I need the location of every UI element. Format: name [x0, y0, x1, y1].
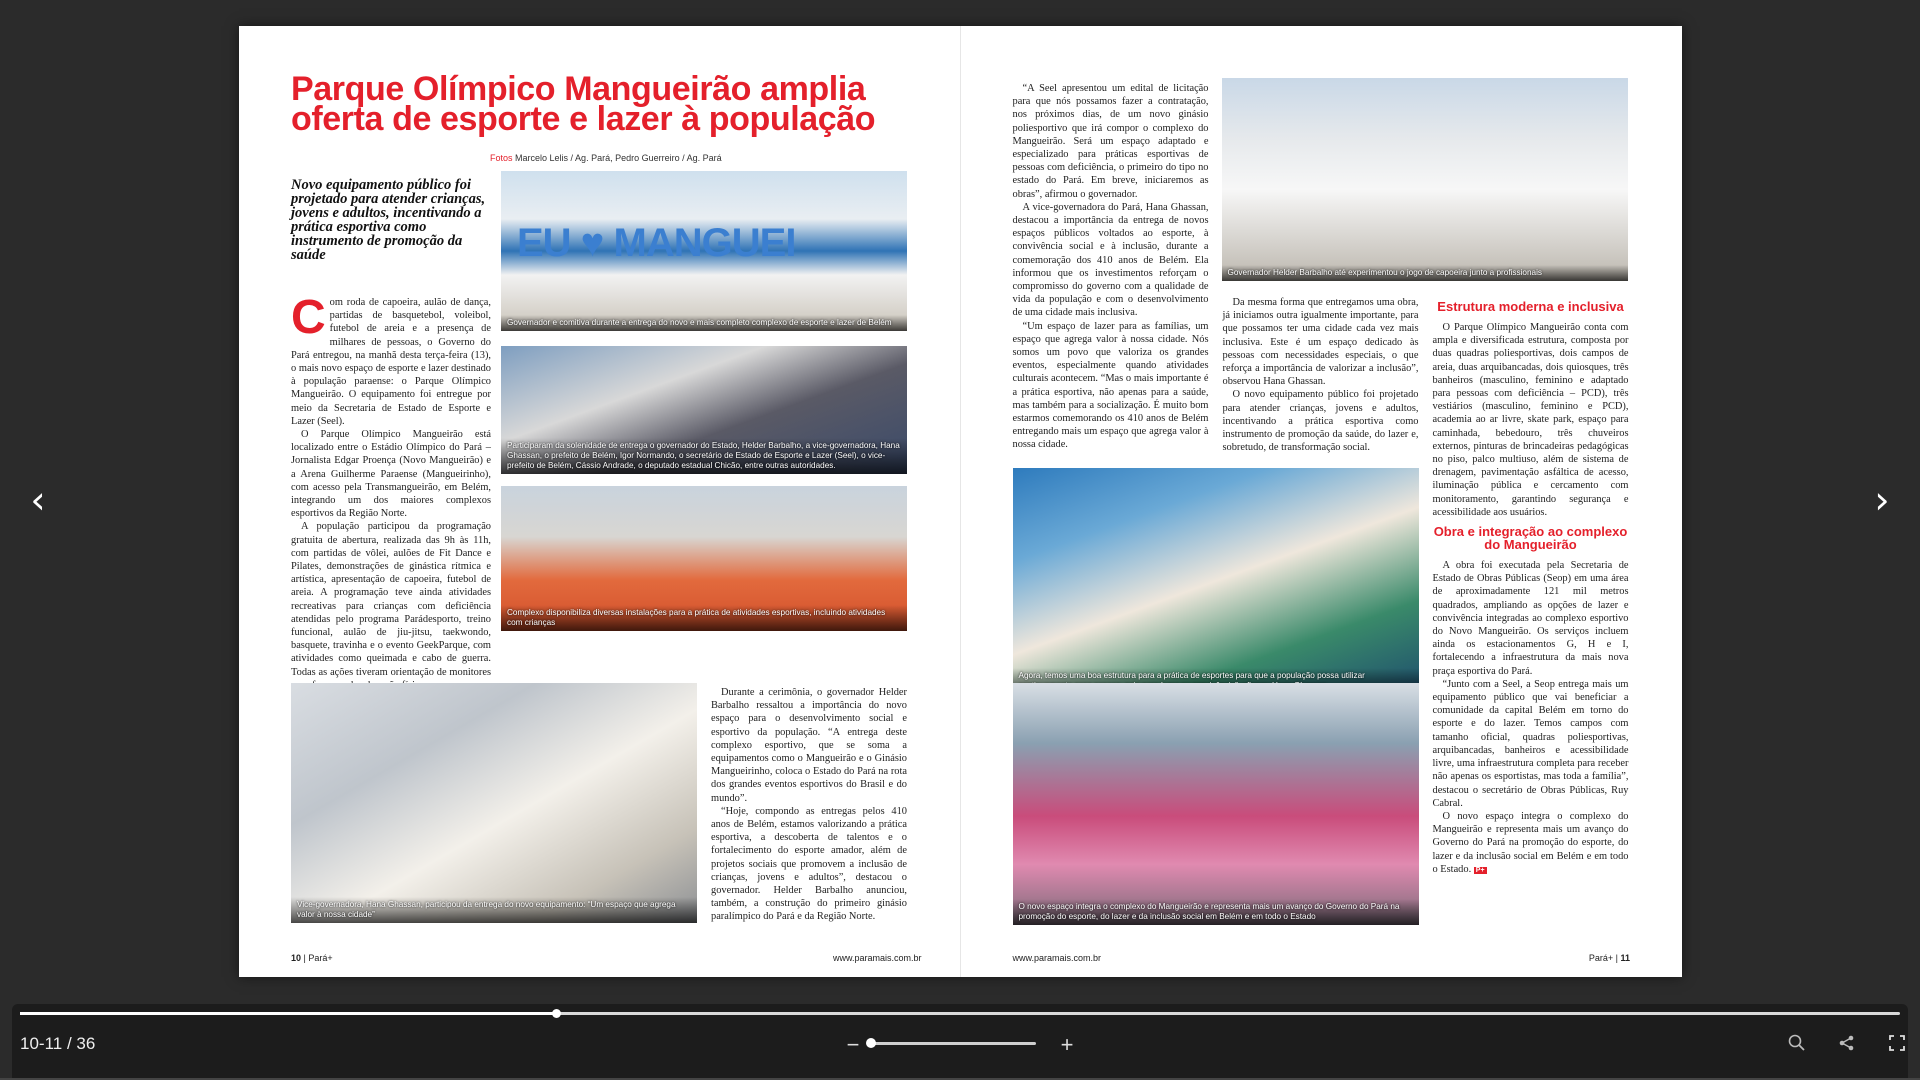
fullscreen-icon[interactable]: [1884, 1032, 1910, 1058]
photo-crowd: [1013, 683, 1419, 925]
zoom-thumb[interactable]: [866, 1038, 876, 1048]
page-10: [239, 26, 961, 977]
photo-caption: Vice-governadora, Hana Ghassan, participou da entrega do novo equipamento: “Um espaço que agrega valor à nossa cidade”: [291, 897, 697, 923]
photo-credit: [490, 153, 722, 163]
end-mark-icon: P+: [1475, 866, 1485, 874]
right-column-2: [1223, 296, 1419, 454]
previous-page-arrow-icon[interactable]: ‹: [30, 478, 46, 522]
page-progress-slider[interactable]: [20, 1012, 1900, 1015]
magazine-name: Pará+: [1588, 953, 1614, 963]
paragraph: “Hoje, compondo as entregas pelos 410 anos de Belém, estamos valorizando a prática esportiva, a descoberta de talentos e o fortalecimento do esporte amador, além de projetos sociais que promovem a inclusão de crianças, jovens e adultos”, destacou o governador. Helder Barbalho anunciou, também, a construção do primeiro ginásio paralímpico do Pará e da Região Norte.: [711, 805, 907, 923]
article-headline: Parque Olímpico Mangueirão amplia oferta de esporte e lazer à população: [291, 70, 876, 138]
subheading: Obra e integração ao complexo do Mangueirão: [1433, 524, 1628, 553]
right-column-3: [1433, 294, 1629, 876]
photo-children-gymnasts: [501, 486, 907, 631]
page-folio-left: 10 | Pará+: [291, 953, 333, 963]
magazine-spread: [239, 26, 1682, 977]
photo-vice-governor-girls: [1013, 468, 1419, 694]
page-counter: 10-11 / 36: [20, 1034, 96, 1053]
paragraph: Durante a cerimônia, o governador Helder Barbalho ressaltou a importância do novo espaço para o desenvolvimento social e esportivo da população. “A entrega deste complexo esportivo, que se soma a equipamentos como o Mangueirão e o Ginásio Mangueirinho, coloca o Estado do Pará na rota dos grandes eventos esportivos do Brasil e do mundo”.: [711, 687, 907, 804]
photo-caption: O novo espaço integra o complexo do Mangueirão e representa mais um avanço do Governo do Pará na promoção do esporte, do lazer e da inclusão social em Belém e em todo o Estado: [1013, 899, 1419, 925]
paragraph: “Junto com a Seel, a Seop entrega mais um equipamento público que vai beneficiar a comunidade da capital Belém em torno do esporte e do lazer. Temos campos com tamanho oficial, quadras poliesportivas, arquibancadas, banheiros e acessibilidade livre, uma infraestrutura completa para receber não apenas os esportistas, mas toda a família”, destacou o secretário de Obras Públicas, Ruy Cabral.: [1432, 678, 1629, 809]
zoom-in-icon[interactable]: +: [1060, 1032, 1074, 1057]
zoom-out-icon[interactable]: −: [846, 1032, 860, 1057]
photo-caption: Participaram da solenidade de entrega o governador do Estado, Helder Barbalho, a vice-governadora, Hana Ghassan, o prefeito de Belém, Igor Normando, o secretário de Estado de Esporte e Lazer (Seel), o vice-prefeito de Belém, Cássio Andrade, o deputado estadual Chicão, entre outras autoridades.: [501, 438, 907, 474]
share-icon[interactable]: [1834, 1032, 1860, 1058]
photo-credit-names: Marcelo Lelis / Ag. Pará, Pedro Guerreiro / Ag. Pará: [515, 153, 722, 163]
left-column-1: [291, 291, 491, 692]
page-11: [961, 26, 1683, 977]
eu-amo-mangueirao-sign: EU ♥ MANGUEI: [517, 221, 796, 265]
paragraph: [1433, 810, 1629, 876]
paragraph: A vice-governadora do Pará, Hana Ghassan, destacou a importância da entrega de novos espaços públicos voltados ao esporte, à convivência social e à inclusão, durante a comemoração dos 410 anos de Belém. Ela informou que os investimentos reforçam o compromisso do governo com a qualidade de vida da população e com o desenvolvimento de uma cidade mais inclusiva.: [1012, 201, 1209, 319]
photo-capoeira: [1222, 78, 1628, 281]
page-number: 10: [291, 953, 302, 963]
paragraph: “A Seel apresentou um edital de licitação para que nós possamos fazer a contratação, nos próximos dias, de um novo ginásio poliesportivo que irá compor o complexo do Mangueirão. Será um espaço adaptado e especializado para práticas esportivas de pessoas com deficiência, o primeiro do tipo no estado do Pará. Em breve, iniciaremos as obras”, afirmou o governador.: [1012, 83, 1209, 200]
paragraph: om roda de capoeira, aulão de dança, partidas de basquetebol, voleibol, futebol de areia e a presença de milhares de pessoas, o Governo do Pará entregou, na manhã desta terça-feira (13), o mais novo espaço de esporte e lazer destinado à população paraense: o Parque Olímpico Mangueirão. O equipamento foi entregue por meio da Secretaria de Estado de Esporte e Lazer (Seel).: [291, 297, 491, 427]
page-folio-right: Pará+ | 11: [1588, 953, 1630, 963]
paragraph: O Parque Olímpico Mangueirão está localizado entre o Estádio Olímpico do Pará – Jornalista Edgar Proença (Novo Mangueirão) e a Arena Guilherme Paraense (Mangueirinho), com acesso pela Transmangueirão, em Belém, integrando um dos maiores complexos esportivos da Região Norte.: [291, 429, 491, 520]
photo-caption: Governador e comitiva durante a entrega do novo e mais completo complexo de esporte e lazer de Belém: [501, 315, 907, 331]
photo-tennis: [291, 683, 697, 923]
paragraph: O novo equipamento público foi projetado para atender crianças, jovens e adultos, incentivando a prática esportiva como instrumento de promoção da saúde, do lazer e, sobretudo, de transformação social.: [1222, 389, 1419, 454]
folio-url: www.paramais.com.br: [832, 953, 922, 963]
paragraph: A população participou da programação gratuita de abertura, realizada das 9h às 11h, com partidas de vôlei, aulões de Fit Dance e Pilates, demonstrações de ginástica rítmica e artística, apresentação de capoeira, futebol de areia. A programação teve ainda atividades recreativas para crianças com deficiência atendidas pelo programa Parádesporto, treino funcional, aulão de jiu-jitsu, taekwondo, basquete, travinha e o evento GeekParque, com atividades como queimada e cabo de guerra. Todas as ações tiveram orientação de monitores: [291, 521, 491, 678]
next-page-arrow-icon[interactable]: ›: [1874, 478, 1890, 522]
progress-thumb[interactable]: [552, 1009, 561, 1018]
photo-caption: Complexo disponibiliza diversas instalações para a prática de atividades esportivas, incluindo atividades com crianças: [501, 605, 907, 631]
photo-ceremony-group: [501, 171, 907, 331]
folio-url: www.paramais.com.br: [1012, 953, 1102, 963]
zoom-slider[interactable]: [868, 1042, 1036, 1045]
drop-cap: C: [291, 291, 326, 344]
photo-caption: Governador Helder Barbalho até experimentou o jogo de capoeira junto a profissionais: [1222, 265, 1628, 281]
magazine-name: Pará+: [308, 953, 333, 963]
paragraph: Da mesma forma que entregamos uma obra, já iniciamos outra igualmente importante, para que possamos ter uma cidade cada vez mais inclusiva. Este é um espaço dedicado às pessoas com necessidades especiais, o que reforça a importância de valorizar a inclusão”, observou Hana Ghassan.: [1222, 297, 1419, 388]
photo-credit-label: Fotos: [490, 153, 513, 163]
right-column-1: [1013, 82, 1209, 452]
paragraph: O Parque Olímpico Mangueirão conta com ampla e diversificada estrutura, composta por duas quadras poliesportivas, dois campos de areia, duas arquibancadas, dois quiosques, três banheiros (masculino, feminino e adaptado para pessoas com deficiência – PCD), três vestiários (masculino, feminino e PCD), academia ao ar livre, skate park, espaço para caminhada, bebedouro, três chuveiros externos, pinturas de brincadeiras pedagógicas no piso, palco multiuso, além de sistema de drenagem, pavimentação asfáltica de acesso, iluminação pública e cercamento com monitoramento, garantindo segurança e acessibilidade aos usuários.: [1432, 322, 1629, 518]
subheading: Estrutura moderna e inclusiva: [1437, 299, 1624, 314]
progress-fill: [20, 1012, 556, 1015]
left-column-2: [711, 686, 907, 924]
article-lead: Novo equipamento público foi projetado para atender crianças, jovens e adultos, incentivando a prática esportiva como instrumento de promoção da saúde: [291, 177, 486, 263]
search-icon[interactable]: [1784, 1032, 1810, 1058]
paragraph-text: O novo espaço integra o complexo do Mangueirão e representa mais um avanço do Governo do Pará na promoção do esporte, do lazer e da inclusão social em Belém e em todo o Estado.: [1432, 810, 1629, 875]
paragraph: “Um espaço de lazer para as famílias, um espaço que agrega valor à nossa cidade. Nós somos um povo que valoriza os grandes eventos, especialmente quando atividades culturais acontecem. “Mas o mais importante é a prática esportiva, não apenas para a saúde, mas também para a socialização. É muito bom estarmos comemorando os 410 anos de Belém entregando mais um espaço que agrega valor à nossa cidade.: [1012, 320, 1209, 451]
photo-authorities: [501, 346, 907, 474]
page-number: 11: [1620, 953, 1630, 963]
photo-caption: Agora, temos uma boa estrutura para a prática de esportes para que a população possa utilizar: [1013, 668, 1419, 694]
paragraph: A obra foi executada pela Secretaria de Estado de Obras Públicas (Seop) em uma área de aproximadamente 121 mil metros quadrados, ampliando as opções de lazer e convivência integradas ao complexo esportivo do Novo Mangueirão. Os serviços incluem ainda os estacionamentos G, H e I, fortalecendo a infraestrutura da mais nova praça esportiva do Pará.: [1432, 560, 1629, 677]
